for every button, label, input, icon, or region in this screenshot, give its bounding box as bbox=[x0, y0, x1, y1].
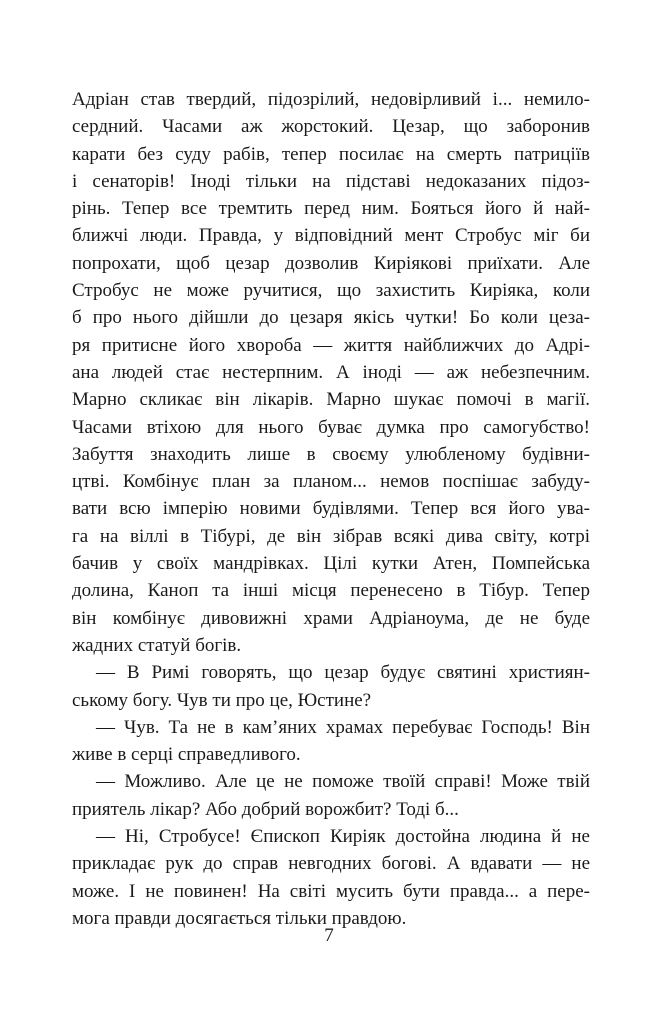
text-line: ському богу. Чув ти про це, Юстине? bbox=[72, 689, 372, 711]
paragraph bbox=[72, 659, 590, 714]
text-line: долина, Каноп та інші місця перенесено в Тібур. Тепер bbox=[72, 580, 590, 602]
body-text bbox=[72, 86, 590, 932]
text-line: бачив у своїх мандрівках. Цілі кутки Атен, Помпейська bbox=[72, 553, 590, 575]
text-line: Марно скликає він лікарів. Марно шукає помочі в магії. bbox=[72, 389, 590, 411]
text-line: га на віллі в Тібурі, де він зібрав всякі дива світу, котрі bbox=[72, 525, 590, 547]
text-line: Стробус не може ручитися, що захистить Киріяка, коли bbox=[72, 280, 590, 302]
text-line: — В Римі говорять, що цезар будує святині християн- bbox=[96, 662, 590, 684]
text-line: рінь. Тепер все тремтить перед ним. Бояться його й най- bbox=[72, 198, 590, 220]
text-line: — Чув. Та не в кам’яних храмах перебуває Господь! Він bbox=[96, 716, 590, 738]
text-line: приятель лікар? Або добрий ворожбит? Тоді б... bbox=[72, 798, 459, 820]
text-line: сердний. Часами аж жорстокий. Цезар, що заборонив bbox=[72, 116, 590, 138]
page-number: 7 bbox=[324, 925, 334, 946]
text-line: Часами втіхою для нього буває думка про самогубство! bbox=[72, 416, 590, 438]
text-line: вати всю імперію новими будівлями. Тепер вся його ува- bbox=[72, 498, 590, 520]
text-line: він комбінує дивовижні храми Адріаноума, де не буде bbox=[72, 607, 590, 629]
text-line: Забуття знаходить лише в своєму улюбленому будівни- bbox=[72, 443, 590, 465]
text-line: цтві. Комбінує план за планом... немов поспішає забуду- bbox=[72, 471, 590, 493]
text-line: б про нього дійшли до цезаря якісь чутки! Бо коли цеза- bbox=[72, 307, 590, 329]
text-line: живе в серці справедливого. bbox=[72, 744, 301, 766]
text-line: Адріан став твердий, підозрілий, недовірливий і... немило- bbox=[72, 89, 590, 110]
text-line: і сенаторів! Іноді тільки на підставі недоказаних підоз- bbox=[72, 170, 590, 192]
text-line: — Ні, Стробусе! Єпископ Киріяк достойна людина й не bbox=[96, 826, 590, 848]
text-line: ближчі люди. Правда, у відповідний мент Стробус міг би bbox=[72, 225, 590, 247]
text-line: попрохати, щоб цезар дозволив Киріякові приїхати. Але bbox=[72, 252, 590, 274]
text-line: прикладає рук до справ невгодних богові. А вдавати — не bbox=[72, 853, 590, 875]
text-line: жадних статуй богів. bbox=[72, 634, 242, 656]
paragraph bbox=[72, 714, 590, 769]
paragraph bbox=[72, 823, 590, 932]
text-line: карати без суду рабів, тепер посилає на смерть патриціїв bbox=[72, 143, 590, 165]
paragraph bbox=[72, 86, 590, 659]
text-line: ана людей стає нестерпним. А іноді — аж небезпечним. bbox=[72, 361, 590, 383]
paragraph bbox=[72, 768, 590, 823]
text-line: може. І не повинен! На світі мусить бути правда... а пере- bbox=[72, 880, 590, 902]
text-line: — Можливо. Але це не поможе твоїй справі! Може твій bbox=[96, 771, 590, 793]
text-line: мога правди досягається тільки правдою. bbox=[72, 907, 407, 929]
text-line: ря притисне його хвороба — життя найближчих до Адрі- bbox=[72, 334, 590, 356]
